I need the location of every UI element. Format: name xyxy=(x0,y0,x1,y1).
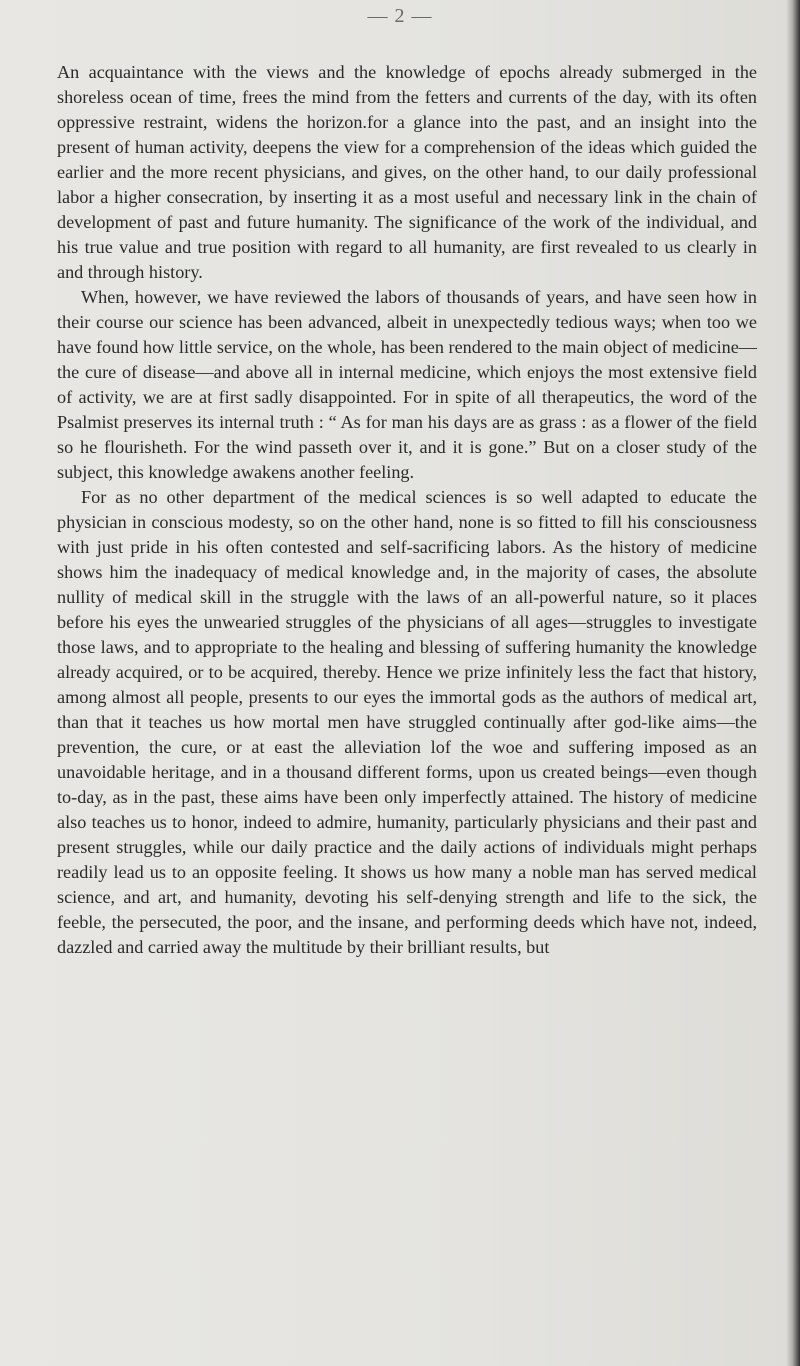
paragraph-1: An acquaintance with the views and the knowledge of epochs already submerged in the shoreless ocean of time, frees the mind from the fetters and currents of the day, with its often oppressive restraint, widens the horizon.for a glance into the past, and an insight into the present of human activity, deepens the view for a comprehension of the ideas which guided the earlier and the more recent physicians, and gives, on the other hand, to our daily professional labor a higher consecration, by inserting it as a most useful and necessary link in the chain of development of past and future humanity. The significance of the work of the individual, and his true value and true position with regard to all humanity, are first revealed to us clearly in and through history. xyxy=(57,62,757,282)
paragraph-2: When, however, we have reviewed the labors of thousands of years, and have seen how in their course our science has been advanced, albeit in unexpectedly tedious ways; when too we have found how little service, on the whole, has been rendered to the main object of medicine—the cure of disease—and above all in internal medicine, which enjoys the most extensive field of activity, we are at first sadly disappointed. For in spite of all therapeutics, the word of the Psalmist preserves its internal truth : “ As for man his days are as grass : as a flower of the field so he flourisheth. For the wind passeth over it, and it is gone.” But on a closer study of the subject, this knowledge awakens another feeling. xyxy=(57,287,757,482)
body-text xyxy=(57,60,757,960)
page-binding-edge xyxy=(786,0,800,1366)
paragraph-3: For as no other department of the medical sciences is so well adapted to educate the physician in conscious modesty, so on the other hand, none is so fitted to fill his consciousness with just pride in his often contested and self-sacrificing labors. As the history of medicine shows him the inadequacy of medical knowledge and, in the majority of cases, the absolute nullity of medical skill in the struggle with the laws of an all-powerful nature, so it places before his eyes the unwearied struggles of the physicians of all ages—struggles to investigate those laws, and to appropriate to the healing and blessing of suffering humanity the knowledge already acquired, or to be acquired, thereby. Hence we prize infinitely less the fact that history, among almost all people, presents to our eyes the immortal gods as the authors of medical art, than that it teaches us how mortal men have struggled continually after god-like aims—the prevention, the cure, or at east the alleviation lof the woe and suffering imposed as an unavoidable heritage, and in a thousand different forms, upon us created beings—even though to-day, as in the past, these aims have been only imperfectly attained. The history of medicine also teaches us to honor, indeed to admire, humanity, particularly physicians and their past and present struggles, while our daily practice and the daily actions of individuals might perhaps readily lead us to an opposite feeling. It shows us how many a noble man has served medical science, and art, and humanity, devoting his self-denying strength and life to the sick, the feeble, the persecuted, the poor, and the insane, and performing deeds which have not, indeed, dazzled and carried away the multitude by their brilliant results, but xyxy=(57,487,757,957)
page-number: — 2 — xyxy=(367,5,433,27)
